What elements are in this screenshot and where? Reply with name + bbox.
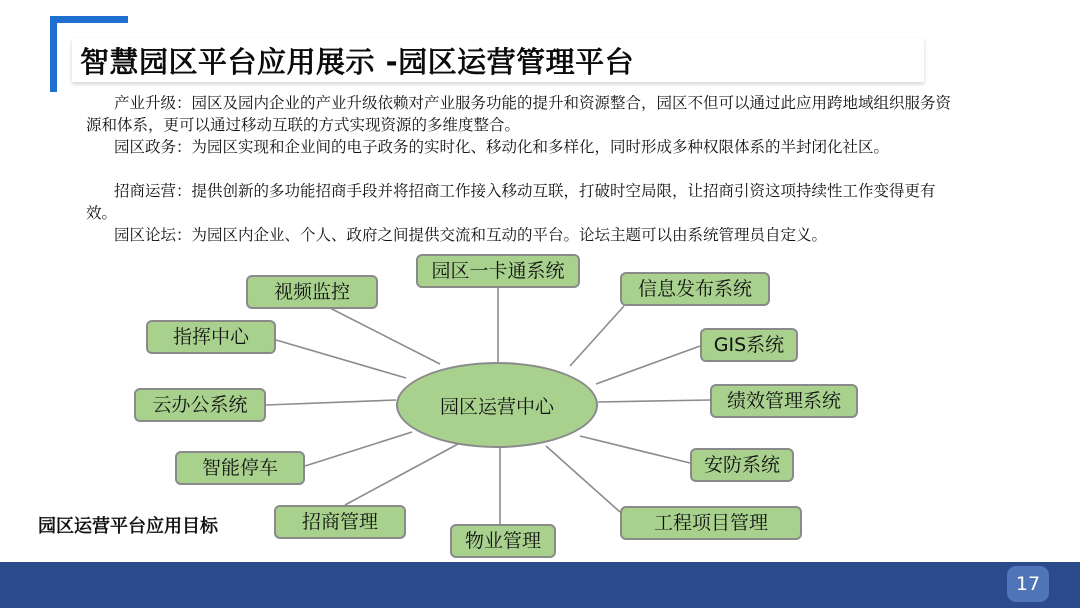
page-title: 智慧园区平台应用展示 -园区运营管理平台: [80, 45, 635, 79]
paragraph-text: 园区政务：为园区实现和企业间的电子政务的实时化、移动化和多样化，同时形成多种权限体系的半封闭化社区。: [114, 138, 890, 156]
connector-line: [580, 436, 690, 463]
node-property: 物业管理: [450, 524, 556, 558]
paragraph-text: 招商运营：提供创新的多功能招商手段并将招商工作接入移动互联，打破时空局限，让招商引资这项持续性工作变得更有效。: [86, 182, 936, 222]
node-performance: 绩效管理系统: [710, 384, 858, 418]
connector-line: [330, 308, 440, 364]
node-gis: GIS系统: [700, 328, 798, 362]
node-command-center: 指挥中心: [146, 320, 276, 354]
node-cloud-office: 云办公系统: [134, 388, 266, 422]
node-card-system: 园区一卡通系统: [416, 254, 580, 288]
goal-label: 园区运营平台应用目标: [38, 516, 218, 537]
node-video-monitor: 视频监控: [246, 275, 378, 309]
node-info-publish: 信息发布系统: [620, 272, 770, 306]
connector-line: [598, 400, 710, 402]
footer-bar: [0, 562, 1080, 608]
connector-line: [546, 446, 620, 512]
connector-line: [266, 400, 396, 405]
page-number: 17: [1007, 566, 1049, 602]
connector-line: [305, 432, 412, 466]
connector-line: [345, 444, 458, 505]
node-engineering: 工程项目管理: [620, 506, 802, 540]
node-investment-mgmt: 招商管理: [274, 505, 406, 539]
connector-line: [596, 346, 700, 384]
center-node: 园区运营中心: [396, 362, 598, 448]
connector-line: [570, 306, 624, 366]
node-smart-parking: 智能停车: [175, 451, 305, 485]
connector-line: [276, 340, 406, 378]
paragraph-text: 产业升级：园区及园内企业的产业升级依赖对产业服务功能的提升和资源整合，园区不但可以通过此应用跨地域组织服务资源和体系，更可以通过移动互联的方式实现资源的多维度整合。: [86, 94, 952, 134]
paragraph-text: 园区论坛：为园区内企业、个人、政府之间提供交流和互动的平台。论坛主题可以由系统管理员自定义。: [114, 226, 828, 244]
node-security: 安防系统: [690, 448, 794, 482]
